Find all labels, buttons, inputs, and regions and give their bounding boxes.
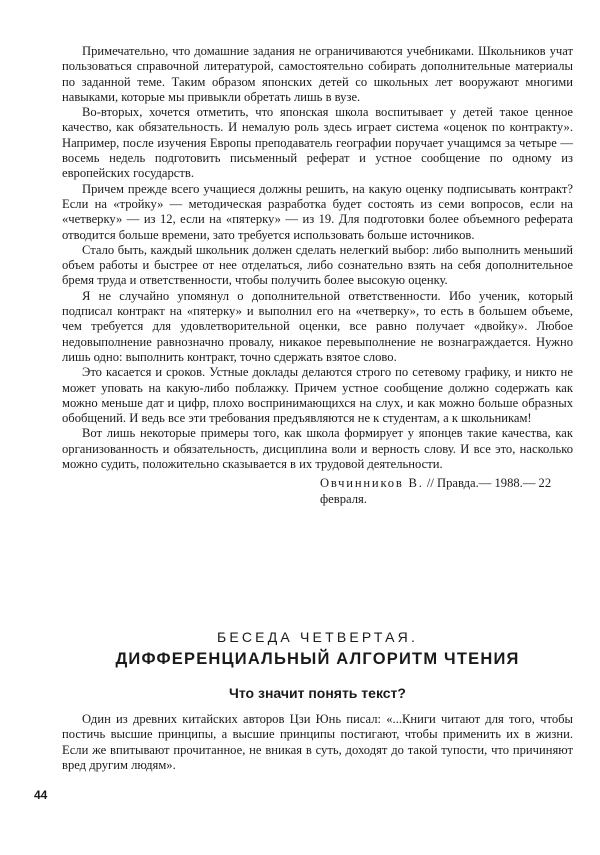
- chapter-label: БЕСЕДА ЧЕТВЕРТАЯ.: [216, 629, 419, 645]
- chapter-heading: [62, 628, 573, 702]
- citation: [320, 476, 573, 507]
- article-paragraph-5: Я не случайно упомянул о дополнительной ответственности. Ибо ученик, который подписал контракт на «пятерку» и выполнил его на «четверку», то есть в большем объеме, чем требуется для удовлетворительной оценки, все равно получает «двойку». Любое недовыполнение равнозначно провалу, никакое перевыполнение не вознаграждается. Нужно лишь одно: выполнить контракт, точно сдержать взятое слово.: [62, 288, 573, 364]
- page-number: 44: [34, 788, 48, 802]
- article-paragraph-3: Причем прежде всего учащиеся должны решить, на какую оценку подписывать контракт? Если на «тройку» — методическая разработка будет состоять из семи вопросов, если на «четверку» — из 12, если на «пятерку» — из 19. Для подготовки более объемного реферата отводится больше времени, зато требуется использовать больше источников.: [62, 181, 573, 242]
- citation-author: Овчинников В.: [320, 476, 424, 491]
- chapter-paragraph: Один из древних китайских авторов Цзи Юнь писал: «...Книги читают для того, чтобы постичь высшие принципы, а высшие принципы постигают, чтобы применить их в жизни. Если же впитывают прочитанное, не вникая в суть, доходят до такой тупости, что причиняют вред другим людям».: [62, 712, 573, 772]
- article-paragraph-1: Примечательно, что домашние задания не ограничиваются учебниками. Школьников учат пользоваться справочной литературой, самостоятельно собирать дополнительные материалы по заданной теме. Таким образом японских детей со школьных лет вооружают многими навыками, которые мы привыкли обретать лишь в вузе.: [62, 44, 573, 104]
- citation-source: // Правда.— 1988.— 22 февраля.: [320, 476, 552, 506]
- chapter-title: ДИФФЕРЕНЦИАЛЬНЫЙ АЛГОРИТМ ЧТЕНИЯ: [115, 650, 520, 668]
- article-body: [62, 44, 573, 507]
- article-paragraph-6: Это касается и сроков. Устные доклады делаются строго по сетевому графику, и никто не может уповать на какую-либо поблажку. Причем устное сообщение должно содержать как можно меньше дат и цифр, плохо воспринимающихся на слух, и как можно больше образных обобщений. И ведь все эти требования предъявляются не к студентам, а к школьникам!: [62, 365, 573, 426]
- article-paragraph-4: Стало быть, каждый школьник должен сделать нелегкий выбор: либо выполнить меньший объем работы и быстрее от нее отделаться, либо сознательно взять на себя дополнительное бремя труда и ответственности, чтобы получить более высокую оценку.: [62, 242, 573, 288]
- article-paragraph-7: Вот лишь некоторые примеры того, как школа формирует у японцев такие качества, как организованность и обязательность, дисциплина воли и верность слову. И все это, насколько можно судить, положительно сказывается в их трудовой деятельности.: [62, 426, 573, 472]
- section-title: Что значит понять текст?: [229, 685, 406, 701]
- chapter-body: [62, 712, 573, 773]
- article-paragraph-2: Во-вторых, хочется отметить, что японская школа воспитывает у детей такое ценное качество, как обязательность. И немалую роль здесь играет система «оценок по контракту». Например, после изучения Европы преподаватель географии поручает учащимся за четыре — восемь недель подготовить письменный реферат и устное сообщение по одному из европейских государств.: [62, 105, 573, 181]
